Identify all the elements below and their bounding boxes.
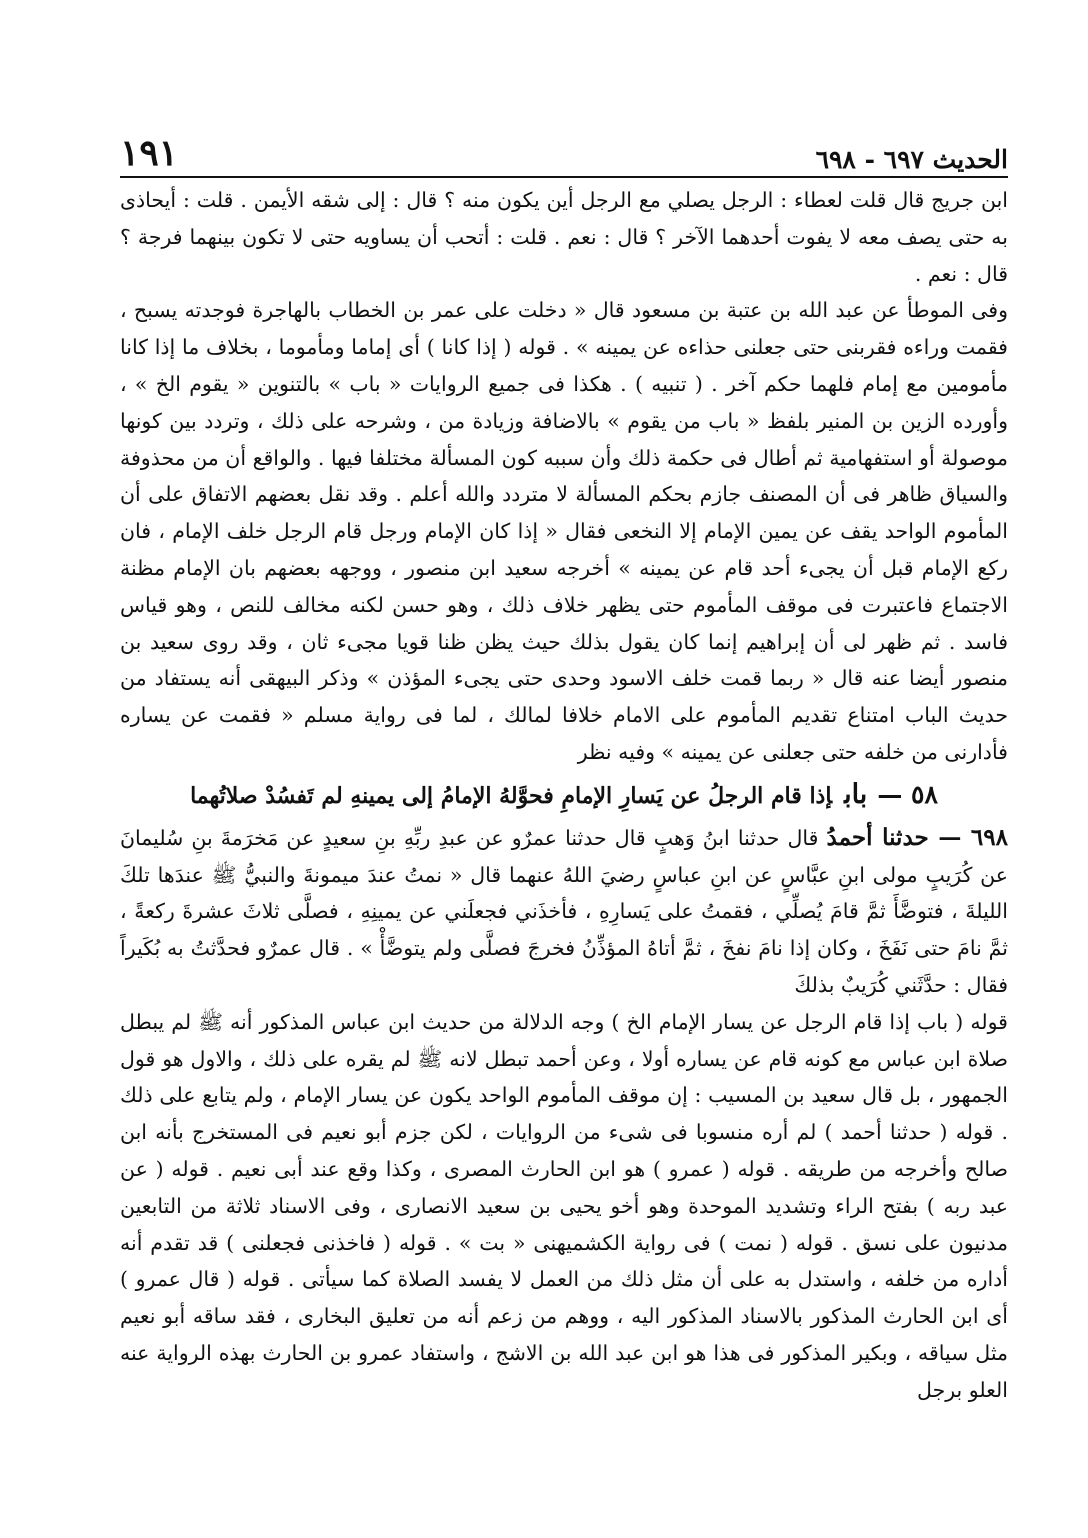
hadith-text bbox=[120, 820, 1008, 1004]
commentary: قوله ( باب إذا قام الرجل عن يسار الإمام الخ ) وجه الدلالة من حديث ابن عباس المذكور أنه ﷺ لم يبطل صلاة ابن عباس مع كونه قام عن يساره أولا ، وعن أحمد تبطل لانه ﷺ لم يقره على ذلك ، والاول هو قول الجمهور ، بل قال سعيد بن المسيب : إن موقف المأموم الواحد يكون عن يسار الإمام ، ولم يتابع على ذلك . قوله ( حدثنا أحمد ) لم أره منسوبا فى شىء من الروايات ، لكن جزم أبو نعيم فى المستخرج بأنه ابن صالح وأخرجه من طريقه . قوله ( عمرو ) هو ابن الحارث المصرى ، وكذا وقع عند أبى نعيم . قوله ( عن عبد ربه ) بفتح الراء وتشديد الموحدة وهو أخو يحيى بن سعيد الانصارى ، وفى الاسناد ثلاثة من التابعين مدنيون على نسق . قوله ( نمت ) فى رواية الكشميهنى « بت » . قوله ( فاخذنى فجعلنى ) قد تقدم أنه أداره من خلفه ، واستدل به على أن مثل ذلك من العمل لا يفسد الصلاة كما سيأتى . قوله ( قال عمرو ) أى ابن الحارث المذكور بالاسناد المذكور اليه ، ووهم من زعم أنه من تعليق البخارى ، فقد ساقه أبو نعيم مثل سياقه ، وبكير المذكور فى هذا هو ابن عبد الله بن الاشج ، واستفاد عمرو بن الحارث بهذه الرواية عنه العلو برجل bbox=[120, 1009, 1008, 1402]
running-title: الحديث ٦٩٧ - ٦٩٨ bbox=[815, 145, 1008, 174]
chapter-keyword: باب bbox=[844, 778, 868, 810]
paragraph-1: ابن جريج قال قلت لعطاء : الرجل يصلي مع الرجل أين يكون منه ؟ قال : إلى شقه الأيمن . قلت : أيحاذى به حتى يصف معه لا يفوت أحدهما الآخر ؟ قال : نعم . قلت : أتحب أن يساويه حتى لا تكون بينهما فرجة ؟ قال : نعم . bbox=[120, 188, 1008, 286]
page-body bbox=[120, 182, 1008, 1409]
page-number: ١٩١ bbox=[120, 132, 179, 174]
chapter-heading bbox=[120, 775, 1008, 816]
paragraph-2: وفى الموطأ عن عبد الله بن عتبة بن مسعود قال « دخلت على عمر بن الخطاب بالهاجرة فوجدته يسبح ، فقمت وراءه فقربنى حتى جعلنى حذاءه عن يمينه » . قوله ( إذا كانا ) أى إماما ومأموما ، بخلاف ما إذا كانا مأمومين مع إمام فلهما حكم آخر . ( تنبيه ) . هكذا فى جميع الروايات « باب » بالتنوين « يقوم الخ » ، وأورده الزين بن المنير بلفظ « باب من يقوم » بالاضافة وزيادة من ، وشرحه على ذلك ، وتردد بين كونها موصولة أو استفهامية ثم أطال فى حكمة ذلك وأن سببه كون المسألة مختلفا فيها . والواقع أن من محذوفة والسياق ظاهر فى أن المصنف جازم بحكم المسألة لا متردد والله أعلم . وقد نقل بعضهم الاتفاق على أن المأموم الواحد يقف عن يمين الإمام إلا النخعى فقال « إذا كان الإمام ورجل قام الرجل خلف الإمام ، فان ركع الإمام قبل أن يجىء أحد قام عن يمينه » أخرجه سعيد ابن منصور ، ووجهه بعضهم بان الإمام مظنة الاجتماع فاعتبرت فى موقف المأموم حتى يظهر خلاف ذلك ، وهو حسن لكنه مخالف للنص ، وهو قياس فاسد . ثم ظهر لى أن إبراهيم إنما كان يقول بذلك حيث يظن ظنا قويا مجىء ثان ، وقد روى سعيد بن منصور أيضا عنه قال « ربما قمت خلف الاسود وحدى حتى يجىء المؤذن » وذكر البيهقى أنه يستفاد من حديث الباب امتناع تقديم المأموم على الامام خلافا لمالك ، لما فى رواية مسلم « فقمت عن يساره فأدارنى من خلفه حتى جعلنى عن يمينه » وفيه نظر bbox=[120, 298, 1008, 764]
hadith-lead: ٦٩٨ — حدثنا أحمدُ bbox=[826, 823, 1008, 851]
chapter-title: إذا قام الرجلُ عن يَسارِ الإمامِ فحوَّلهُ الإمامُ إلى يمينهِ لم تَفسُدْ صلاتُهما bbox=[190, 782, 833, 809]
header-rule bbox=[120, 176, 1008, 178]
hadith-body: قال حدثنا ابنُ وَهبٍ قال حدثنا عمرٌو عن عبدِ ربِّهِ بنِ سعيدٍ عن مَخرَمةَ بنِ سُليمانَ عن كُرَيبٍ مولى ابنِ عبَّاسٍ عن ابنِ عباسٍ رضيَ اللهُ عنهما قال « نمتُ عندَ ميمونةَ والنبيُّ ﷺ عندَها تلكَ الليلةَ ، فتوضَّأَ ثمَّ قامَ يُصلِّي ، فقمتُ على يَسارِهِ ، فأخذَني فجعلَني عن يمينِهِ ، فصلَّى ثلاثَ عشرةَ ركعةً ، ثمَّ نامَ حتى نَفَخَ ، وكان إذا نامَ نفخَ ، ثمَّ أتاهُ المؤذِّنُ فخرجَ فصلَّى ولم يتوضَّأْ » . قال عمرٌو فحدَّثتُ به بُكَيراً فقال : حدَّثَني كُرَيبٌ بذلكَ bbox=[120, 825, 1008, 997]
chapter-number: ٥٨ — bbox=[877, 779, 938, 809]
page-header bbox=[120, 128, 1008, 174]
